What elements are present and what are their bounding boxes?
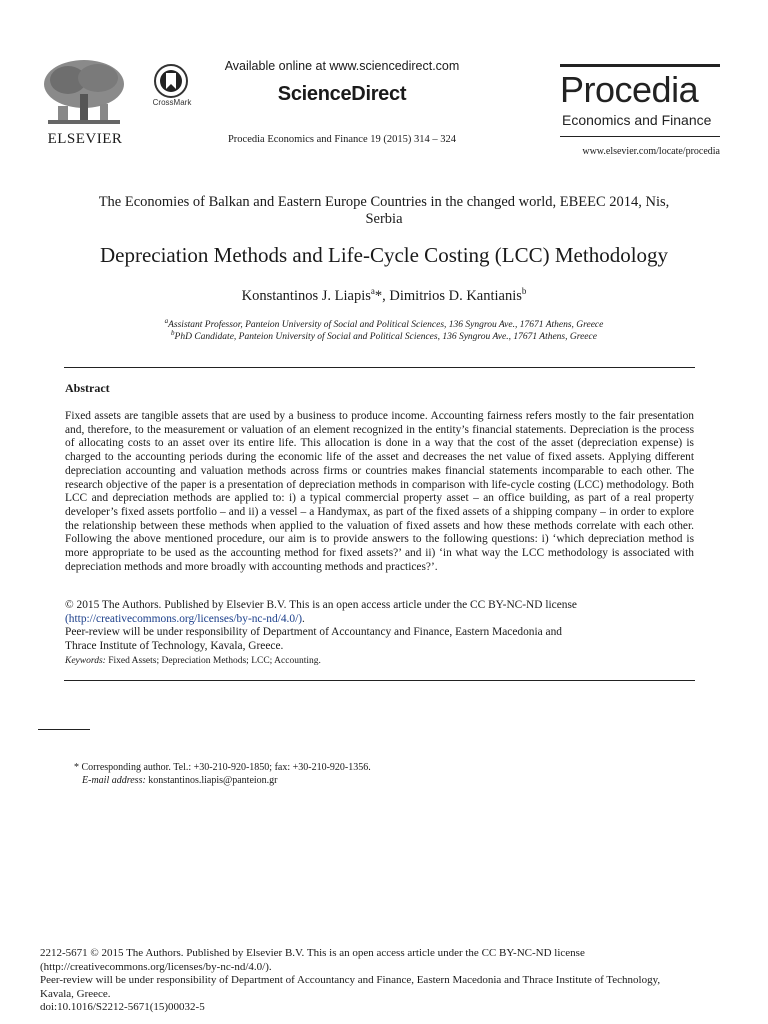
corresponding-author-note: * Corresponding author. Tel.: +30-210-920-1850; fax: +30-210-920-1356. <box>74 762 371 773</box>
author-2: Dimitrios D. Kantianis <box>389 287 522 304</box>
email-label: E-mail address: <box>82 775 146 786</box>
sciencedirect-logo[interactable]: ScienceDirect <box>277 83 407 105</box>
keywords-line <box>65 656 694 666</box>
conference-line-2: Serbia <box>365 211 403 227</box>
procedia-top-rule <box>560 64 720 67</box>
keywords-list: Fixed Assets; Depreciation Methods; LCC; Accounting. <box>105 656 321 666</box>
author-1-corresponding-mark: *, <box>374 287 390 304</box>
paper-title: Depreciation Methods and Life-Cycle Costing (LCC) Methodology <box>99 243 669 267</box>
abstract-body: Fixed assets are tangible assets that are used by a business to produce income. Accounting fairness refers mostly to the fair presentation and, therefore, to the measurement or valuation of an element recognized in the entity’s financial statements. Depreciation is the process of allocating costs to an asset over its entire life. This allocation is done in a way that the cost of the asset (depreciation expense) is charged to the accounting periods during the economic life of the asset and decreases the net value of fixed assets. Applying different depreciation accounting and valuation methods across firms or countries makes financial statements incomparable to each other. The research objective of the paper is a presentation of depreciation methods in comparison with life-cycle costing (LCC) methodology. Both LCC and depreciation methods are applied to: i) a typical commercial property asset – an office building, as part of a real property developer’s fixed assets portfolio – and ii) a vessel – a Handymax, as part of the fixed assets of a shipping company – in order to explore the relationship between these methods when applied to the valuation of fixed assets and how these methods correlate with each other. Following the above mentioned procedure, our aim is to provide answers to the following questions: i) ‘which depreciation method is more appropriate to be used as the accounting method for fixed assets?’ and ii) ‘in what way the LCC methodology is associated with depreciation methods and more broadly with accounting methods and practices?’. <box>65 410 694 573</box>
abstract-top-rule <box>64 367 695 368</box>
keywords-label: Keywords: <box>65 656 106 666</box>
footnote-rule <box>38 729 90 730</box>
bottom-license-block <box>40 947 730 1015</box>
conference-name <box>60 194 708 228</box>
license-link[interactable]: (http://creativecommons.org/licenses/by-nc-nd/4.0/) <box>65 612 303 625</box>
affiliation-a-text: Assistant Professor, Panteion University of Social and Political Sciences, 136 Syngrou Ave., 17671 Athens, Greece <box>168 320 604 331</box>
peer-review-line-2: Thrace Institute of Technology, Kavala, Greece. <box>65 640 284 653</box>
available-online-text: Available online at www.sciencedirect.com <box>224 59 460 73</box>
journal-subtitle: Economics and Finance <box>562 112 712 128</box>
bottom-license-link[interactable]: (http://creativecommons.org/licenses/by-nc-nd/4.0/). <box>40 960 272 973</box>
copyright-text: © 2015 The Authors. Published by Elsevier B.V. This is an open access article under the CC BY-NC-ND license <box>65 599 577 611</box>
affiliation-b <box>60 329 708 342</box>
author-1-affil-mark: a <box>370 286 375 296</box>
peer-review-line-1: Peer-review will be under responsibility of Department of Accountancy and Finance, Eastern Macedonia and <box>65 626 562 639</box>
abstract-bottom-rule <box>64 680 695 681</box>
issn-copyright-line: 2212-5671 © 2015 The Authors. Published by Elsevier B.V. This is an open access article under the CC BY-NC-ND license <box>40 947 585 959</box>
author-list <box>60 286 708 305</box>
crossmark-icon[interactable] <box>154 64 188 98</box>
journal-reference: Procedia Economics and Finance 19 (2015) 314 – 324 <box>227 134 457 145</box>
affiliation-b-mark: b <box>171 329 175 337</box>
author-1: Konstantinos J. Liapis <box>241 287 371 304</box>
journal-brand-logo: Procedia <box>560 69 699 110</box>
journal-url-link[interactable]: www.elsevier.com/locate/procedia <box>582 146 720 157</box>
author-2-affil-mark: b <box>521 286 527 296</box>
abstract-heading: Abstract <box>65 381 110 395</box>
email-line <box>82 775 278 786</box>
bottom-peer-review-line-1: Peer-review will be under responsibility of Department of Accountancy and Finance, Eastern Macedonia and Thrace Institute of Technology, <box>40 974 661 986</box>
license-period: . <box>302 612 305 625</box>
affiliation-a-mark: a <box>164 317 169 325</box>
conference-line-1: The Economies of Balkan and Eastern Europe Countries in the changed world, EBEEC 2014, Nis, <box>98 194 670 210</box>
elsevier-tree-logo <box>38 58 130 130</box>
license-statement <box>65 599 694 654</box>
procedia-bottom-rule <box>560 136 720 137</box>
email-address[interactable]: konstantinos.liapis@panteion.gr <box>145 775 278 786</box>
bottom-peer-review-line-2: Kavala, Greece. <box>40 987 111 1000</box>
publisher-name: ELSEVIER <box>47 131 123 147</box>
doi-line[interactable]: doi:10.1016/S2212-5671(15)00032-5 <box>40 1001 205 1013</box>
affiliation-b-text: PhD Candidate, Panteion University of Social and Political Sciences, 136 Syngrou Ave., 17671 Athens, Greece <box>174 332 597 343</box>
crossmark-label: CrossMark <box>152 98 192 107</box>
